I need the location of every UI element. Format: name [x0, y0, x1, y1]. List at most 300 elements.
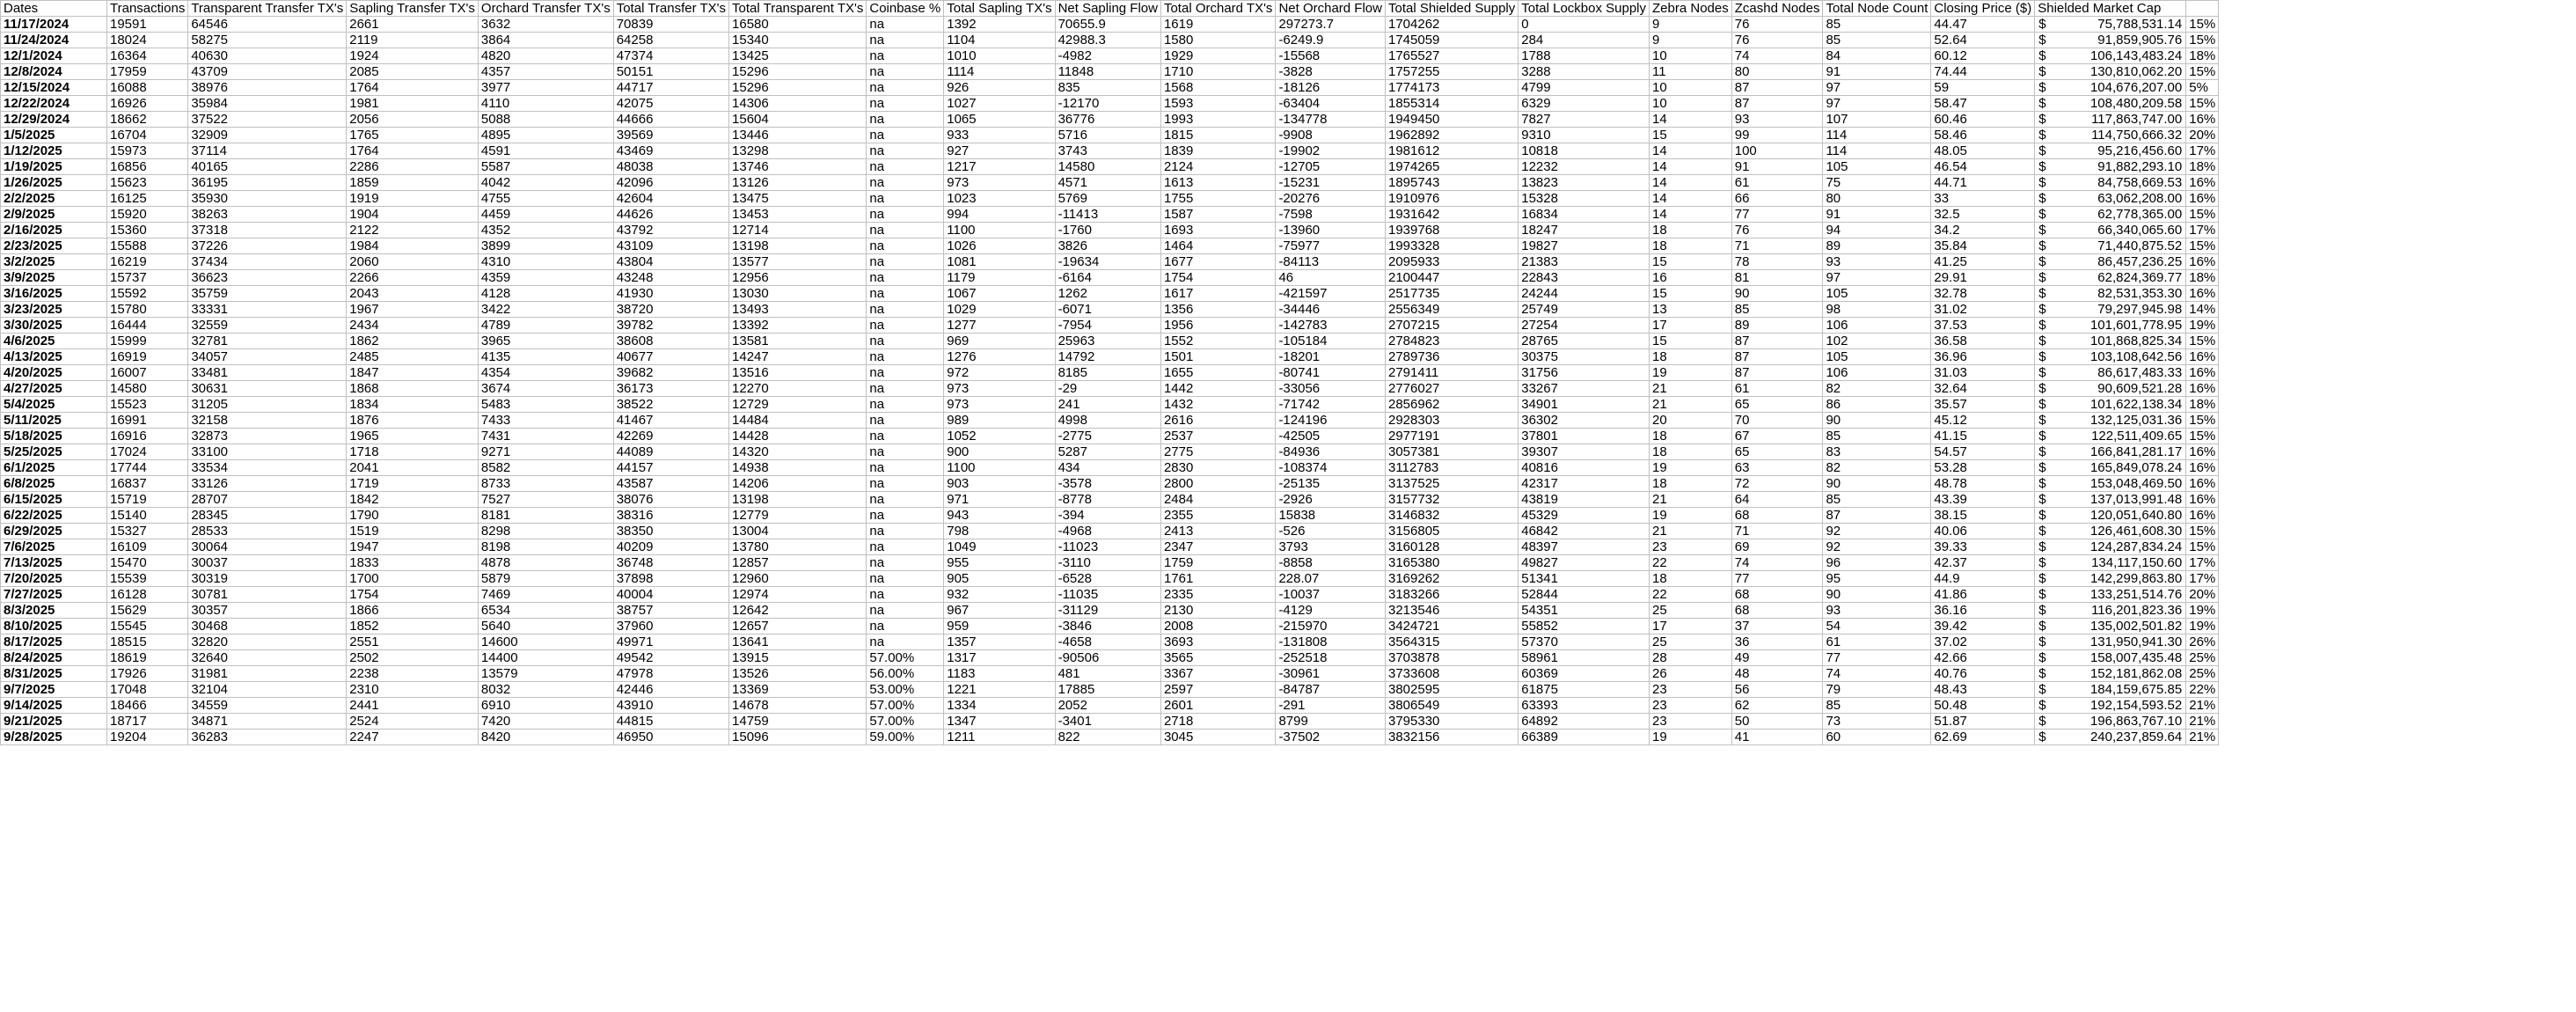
data-cell[interactable]: 1432: [1160, 397, 1275, 413]
data-cell[interactable]: 19: [1650, 730, 1732, 745]
data-cell[interactable]: 4571: [1055, 175, 1160, 191]
data-cell[interactable]: 1993: [1160, 112, 1275, 128]
data-cell[interactable]: 32909: [188, 128, 347, 143]
data-cell[interactable]: 1347: [944, 714, 1055, 730]
data-cell[interactable]: 39682: [613, 365, 728, 381]
data-cell[interactable]: na: [867, 476, 944, 492]
data-cell[interactable]: 43109: [613, 238, 728, 254]
data-cell[interactable]: 1924: [347, 48, 479, 64]
data-cell[interactable]: -105184: [1276, 334, 1386, 349]
data-cell[interactable]: 37.02: [1931, 634, 2035, 650]
data-cell[interactable]: -42505: [1276, 429, 1386, 444]
data-cell[interactable]: na: [867, 96, 944, 112]
data-cell[interactable]: 46950: [613, 730, 728, 745]
market-cap-cell[interactable]: [2035, 349, 2186, 365]
data-cell[interactable]: 105: [1823, 286, 1931, 302]
date-cell[interactable]: 8/31/2025: [1, 666, 107, 682]
data-cell[interactable]: 972: [944, 365, 1055, 381]
data-cell[interactable]: 2502: [347, 650, 479, 666]
date-cell[interactable]: 8/3/2025: [1, 603, 107, 619]
data-cell[interactable]: 61: [1823, 634, 1931, 650]
data-cell[interactable]: 4878: [478, 555, 613, 571]
data-cell[interactable]: 19%: [2186, 318, 2219, 334]
data-cell[interactable]: 99: [1731, 128, 1823, 143]
data-cell[interactable]: 2100447: [1385, 270, 1518, 286]
data-cell[interactable]: 38720: [613, 302, 728, 318]
market-cap-cell[interactable]: [2035, 571, 2186, 587]
data-cell[interactable]: 12960: [729, 571, 867, 587]
data-cell[interactable]: 994: [944, 207, 1055, 223]
data-cell[interactable]: 68: [1731, 587, 1823, 603]
date-cell[interactable]: 1/26/2025: [1, 175, 107, 191]
data-cell[interactable]: 40209: [613, 539, 728, 555]
data-cell[interactable]: -80741: [1276, 365, 1386, 381]
data-cell[interactable]: 17%: [2186, 555, 2219, 571]
market-cap-cell[interactable]: [2035, 238, 2186, 254]
data-cell[interactable]: 59.00%: [867, 730, 944, 745]
data-cell[interactable]: 77: [1731, 207, 1823, 223]
data-cell[interactable]: 12729: [729, 397, 867, 413]
data-cell[interactable]: 15545: [107, 619, 188, 634]
data-cell[interactable]: 4591: [478, 143, 613, 159]
data-cell[interactable]: 47374: [613, 48, 728, 64]
data-cell[interactable]: na: [867, 349, 944, 365]
column-header[interactable]: Closing Price ($): [1931, 1, 2035, 17]
data-cell[interactable]: 905: [944, 571, 1055, 587]
data-cell[interactable]: 1619: [1160, 17, 1275, 33]
data-cell[interactable]: 4310: [478, 254, 613, 270]
data-cell[interactable]: 1754: [1160, 270, 1275, 286]
data-cell[interactable]: -131808: [1276, 634, 1386, 650]
data-cell[interactable]: 1334: [944, 698, 1055, 714]
date-cell[interactable]: 5/11/2025: [1, 413, 107, 429]
data-cell[interactable]: 3864: [478, 33, 613, 48]
data-cell[interactable]: 2830: [1160, 460, 1275, 476]
data-cell[interactable]: na: [867, 238, 944, 254]
market-cap-cell[interactable]: [2035, 254, 2186, 270]
data-cell[interactable]: 2485: [347, 349, 479, 365]
data-cell[interactable]: 1956: [1160, 318, 1275, 334]
data-cell[interactable]: 74: [1823, 666, 1931, 682]
data-cell[interactable]: 2524: [347, 714, 479, 730]
date-cell[interactable]: 8/10/2025: [1, 619, 107, 634]
column-header[interactable]: Net Sapling Flow: [1055, 1, 1160, 17]
data-cell[interactable]: 16: [1650, 270, 1732, 286]
data-cell[interactable]: 41.15: [1931, 429, 2035, 444]
data-cell[interactable]: 18: [1650, 429, 1732, 444]
data-cell[interactable]: 1026: [944, 238, 1055, 254]
data-cell[interactable]: 42269: [613, 429, 728, 444]
data-cell[interactable]: 87: [1731, 334, 1823, 349]
data-cell[interactable]: 42604: [613, 191, 728, 207]
data-cell[interactable]: 15523: [107, 397, 188, 413]
data-cell[interactable]: 1847: [347, 365, 479, 381]
data-cell[interactable]: 58961: [1519, 650, 1650, 666]
data-cell[interactable]: 1757255: [1385, 64, 1518, 80]
data-cell[interactable]: 1262: [1055, 286, 1160, 302]
data-cell[interactable]: 34559: [188, 698, 347, 714]
data-cell[interactable]: 55852: [1519, 619, 1650, 634]
data-cell[interactable]: 18%: [2186, 159, 2219, 175]
data-cell[interactable]: 16%: [2186, 175, 2219, 191]
data-cell[interactable]: 97: [1823, 270, 1931, 286]
market-cap-cell[interactable]: [2035, 508, 2186, 524]
data-cell[interactable]: 57.00%: [867, 714, 944, 730]
data-cell[interactable]: 17%: [2186, 143, 2219, 159]
data-cell[interactable]: -12170: [1055, 96, 1160, 112]
data-cell[interactable]: 17744: [107, 460, 188, 476]
data-cell[interactable]: 3565: [1160, 650, 1275, 666]
column-header[interactable]: Zcashd Nodes: [1731, 1, 1823, 17]
data-cell[interactable]: 12779: [729, 508, 867, 524]
market-cap-cell[interactable]: [2035, 128, 2186, 143]
data-cell[interactable]: 105: [1823, 159, 1931, 175]
data-cell[interactable]: 1718: [347, 444, 479, 460]
data-cell[interactable]: 2441: [347, 698, 479, 714]
data-cell[interactable]: 48.43: [1931, 682, 2035, 698]
date-cell[interactable]: 3/2/2025: [1, 254, 107, 270]
data-cell[interactable]: 13516: [729, 365, 867, 381]
data-cell[interactable]: 16%: [2186, 286, 2219, 302]
date-cell[interactable]: 2/9/2025: [1, 207, 107, 223]
data-cell[interactable]: 21%: [2186, 698, 2219, 714]
date-cell[interactable]: 4/6/2025: [1, 334, 107, 349]
market-cap-cell[interactable]: [2035, 381, 2186, 397]
data-cell[interactable]: 13915: [729, 650, 867, 666]
data-cell[interactable]: 12714: [729, 223, 867, 238]
data-cell[interactable]: -7954: [1055, 318, 1160, 334]
data-cell[interactable]: 969: [944, 334, 1055, 349]
data-cell[interactable]: 2775: [1160, 444, 1275, 460]
data-cell[interactable]: na: [867, 508, 944, 524]
data-cell[interactable]: 16444: [107, 318, 188, 334]
data-cell[interactable]: 74: [1731, 48, 1823, 64]
data-cell[interactable]: 2707215: [1385, 318, 1518, 334]
data-cell[interactable]: 1179: [944, 270, 1055, 286]
data-cell[interactable]: 926: [944, 80, 1055, 96]
data-cell[interactable]: 12657: [729, 619, 867, 634]
column-header[interactable]: Sapling Transfer TX's: [347, 1, 479, 17]
data-cell[interactable]: -3828: [1276, 64, 1386, 80]
data-cell[interactable]: 1919: [347, 191, 479, 207]
data-cell[interactable]: 1834: [347, 397, 479, 413]
data-cell[interactable]: 41.25: [1931, 254, 2035, 270]
data-cell[interactable]: 2616: [1160, 413, 1275, 429]
data-cell[interactable]: 1356: [1160, 302, 1275, 318]
data-cell[interactable]: 33267: [1519, 381, 1650, 397]
data-cell[interactable]: 10: [1650, 80, 1732, 96]
data-cell[interactable]: 62.69: [1931, 730, 2035, 745]
data-cell[interactable]: 44717: [613, 80, 728, 96]
data-cell[interactable]: 30781: [188, 587, 347, 603]
market-cap-cell[interactable]: [2035, 318, 2186, 334]
data-cell[interactable]: 1587: [1160, 207, 1275, 223]
data-cell[interactable]: 31.03: [1931, 365, 2035, 381]
data-cell[interactable]: 31981: [188, 666, 347, 682]
data-cell[interactable]: 1759: [1160, 555, 1275, 571]
data-cell[interactable]: 32873: [188, 429, 347, 444]
data-cell[interactable]: 10: [1650, 48, 1732, 64]
data-cell[interactable]: 1183: [944, 666, 1055, 682]
data-cell[interactable]: 30064: [188, 539, 347, 555]
data-cell[interactable]: 2484: [1160, 492, 1275, 508]
data-cell[interactable]: 1276: [944, 349, 1055, 365]
data-cell[interactable]: 72: [1731, 476, 1823, 492]
data-cell[interactable]: 8181: [478, 508, 613, 524]
data-cell[interactable]: 30037: [188, 555, 347, 571]
data-cell[interactable]: 2551: [347, 634, 479, 650]
data-cell[interactable]: 3213546: [1385, 603, 1518, 619]
date-cell[interactable]: 3/23/2025: [1, 302, 107, 318]
market-cap-cell[interactable]: [2035, 80, 2186, 96]
data-cell[interactable]: 40630: [188, 48, 347, 64]
data-cell[interactable]: na: [867, 128, 944, 143]
data-cell[interactable]: 37434: [188, 254, 347, 270]
data-cell[interactable]: 1357: [944, 634, 1055, 650]
column-header[interactable]: Coinbase %: [867, 1, 944, 17]
data-cell[interactable]: 1655: [1160, 365, 1275, 381]
data-cell[interactable]: 16916: [107, 429, 188, 444]
data-cell[interactable]: 4128: [478, 286, 613, 302]
date-cell[interactable]: 9/14/2025: [1, 698, 107, 714]
data-cell[interactable]: 3156805: [1385, 524, 1518, 539]
data-cell[interactable]: 14938: [729, 460, 867, 476]
data-cell[interactable]: 74: [1731, 555, 1823, 571]
data-cell[interactable]: 16%: [2186, 492, 2219, 508]
data-cell[interactable]: 27254: [1519, 318, 1650, 334]
data-cell[interactable]: 41.86: [1931, 587, 2035, 603]
data-cell[interactable]: 60: [1823, 730, 1931, 745]
data-cell[interactable]: 16364: [107, 48, 188, 64]
data-cell[interactable]: 16%: [2186, 381, 2219, 397]
data-cell[interactable]: na: [867, 539, 944, 555]
data-cell[interactable]: 1221: [944, 682, 1055, 698]
data-cell[interactable]: 9271: [478, 444, 613, 460]
column-header[interactable]: Total Shielded Supply: [1385, 1, 1518, 17]
date-cell[interactable]: 8/17/2025: [1, 634, 107, 650]
market-cap-cell[interactable]: [2035, 650, 2186, 666]
data-cell[interactable]: 49542: [613, 650, 728, 666]
market-cap-cell[interactable]: [2035, 33, 2186, 48]
data-cell[interactable]: 29.91: [1931, 270, 2035, 286]
data-cell[interactable]: 1052: [944, 429, 1055, 444]
data-cell[interactable]: 13577: [729, 254, 867, 270]
data-cell[interactable]: 8799: [1276, 714, 1386, 730]
data-cell[interactable]: 927: [944, 143, 1055, 159]
data-cell[interactable]: 43910: [613, 698, 728, 714]
data-cell[interactable]: 1593: [1160, 96, 1275, 112]
data-cell[interactable]: 7433: [478, 413, 613, 429]
data-cell[interactable]: na: [867, 159, 944, 175]
data-cell[interactable]: 5483: [478, 397, 613, 413]
data-cell[interactable]: 67: [1731, 429, 1823, 444]
data-cell[interactable]: 1277: [944, 318, 1055, 334]
data-cell[interactable]: 1081: [944, 254, 1055, 270]
data-cell[interactable]: 32640: [188, 650, 347, 666]
data-cell[interactable]: 77: [1823, 650, 1931, 666]
data-cell[interactable]: 93: [1731, 112, 1823, 128]
market-cap-cell[interactable]: [2035, 96, 2186, 112]
data-cell[interactable]: 798: [944, 524, 1055, 539]
data-cell[interactable]: 91: [1823, 207, 1931, 223]
data-cell[interactable]: 35930: [188, 191, 347, 207]
data-cell[interactable]: 5716: [1055, 128, 1160, 143]
market-cap-cell[interactable]: [2035, 191, 2186, 207]
data-cell[interactable]: 3112783: [1385, 460, 1518, 476]
data-cell[interactable]: 5640: [478, 619, 613, 634]
data-cell[interactable]: 8032: [478, 682, 613, 698]
data-cell[interactable]: 50: [1731, 714, 1823, 730]
data-cell[interactable]: na: [867, 619, 944, 634]
data-cell[interactable]: 43248: [613, 270, 728, 286]
data-cell[interactable]: -12705: [1276, 159, 1386, 175]
data-cell[interactable]: 0: [1519, 17, 1650, 33]
data-cell[interactable]: 79: [1823, 682, 1931, 698]
data-cell[interactable]: na: [867, 318, 944, 334]
data-cell[interactable]: 15296: [729, 64, 867, 80]
data-cell[interactable]: 94: [1823, 223, 1931, 238]
data-cell[interactable]: 41930: [613, 286, 728, 302]
data-cell[interactable]: 89: [1731, 318, 1823, 334]
data-cell[interactable]: 14600: [478, 634, 613, 650]
data-cell[interactable]: 2056: [347, 112, 479, 128]
column-header[interactable]: Transactions: [107, 1, 188, 17]
data-cell[interactable]: 80: [1731, 64, 1823, 80]
data-cell[interactable]: 19%: [2186, 619, 2219, 634]
data-cell[interactable]: 16%: [2186, 508, 2219, 524]
data-cell[interactable]: 4895: [478, 128, 613, 143]
data-cell[interactable]: 16125: [107, 191, 188, 207]
data-cell[interactable]: 21: [1650, 381, 1732, 397]
column-header[interactable]: Net Orchard Flow: [1276, 1, 1386, 17]
data-cell[interactable]: 91: [1823, 64, 1931, 80]
data-cell[interactable]: 22%: [2186, 682, 2219, 698]
data-cell[interactable]: 9: [1650, 17, 1732, 33]
data-cell[interactable]: 15%: [2186, 539, 2219, 555]
data-cell[interactable]: 16128: [107, 587, 188, 603]
data-cell[interactable]: 14: [1650, 143, 1732, 159]
data-cell[interactable]: 18%: [2186, 270, 2219, 286]
data-cell[interactable]: -4982: [1055, 48, 1160, 64]
data-cell[interactable]: 56.00%: [867, 666, 944, 682]
data-cell[interactable]: 4799: [1519, 80, 1650, 96]
data-cell[interactable]: 1104: [944, 33, 1055, 48]
data-cell[interactable]: 16926: [107, 96, 188, 112]
data-cell[interactable]: 83: [1823, 444, 1931, 460]
market-cap-cell[interactable]: [2035, 698, 2186, 714]
data-cell[interactable]: 38316: [613, 508, 728, 524]
date-cell[interactable]: 9/7/2025: [1, 682, 107, 698]
data-cell[interactable]: 14206: [729, 476, 867, 492]
date-cell[interactable]: 5/18/2025: [1, 429, 107, 444]
date-cell[interactable]: 2/16/2025: [1, 223, 107, 238]
data-cell[interactable]: 8298: [478, 524, 613, 539]
data-cell[interactable]: na: [867, 587, 944, 603]
data-cell[interactable]: 25: [1650, 603, 1732, 619]
data-cell[interactable]: 15%: [2186, 64, 2219, 80]
data-cell[interactable]: 16%: [2186, 476, 2219, 492]
date-cell[interactable]: 12/8/2024: [1, 64, 107, 80]
data-cell[interactable]: 1710: [1160, 64, 1275, 80]
data-cell[interactable]: 36283: [188, 730, 347, 745]
data-cell[interactable]: 43469: [613, 143, 728, 159]
column-header[interactable]: Dates: [1, 1, 107, 17]
data-cell[interactable]: 97: [1823, 80, 1931, 96]
data-cell[interactable]: 13004: [729, 524, 867, 539]
data-cell[interactable]: 50151: [613, 64, 728, 80]
column-header[interactable]: Total Sapling TX's: [944, 1, 1055, 17]
data-cell[interactable]: 1866: [347, 603, 479, 619]
data-cell[interactable]: 15%: [2186, 413, 2219, 429]
data-cell[interactable]: -3110: [1055, 555, 1160, 571]
data-cell[interactable]: 53.00%: [867, 682, 944, 698]
data-cell[interactable]: 2266: [347, 270, 479, 286]
data-cell[interactable]: 76: [1731, 33, 1823, 48]
data-cell[interactable]: na: [867, 64, 944, 80]
data-cell[interactable]: 15296: [729, 80, 867, 96]
data-cell[interactable]: 18%: [2186, 48, 2219, 64]
data-cell[interactable]: 16007: [107, 365, 188, 381]
date-cell[interactable]: 11/24/2024: [1, 33, 107, 48]
data-cell[interactable]: 106: [1823, 318, 1931, 334]
data-cell[interactable]: 2041: [347, 460, 479, 476]
data-cell[interactable]: 2434: [347, 318, 479, 334]
data-cell[interactable]: 54.57: [1931, 444, 2035, 460]
data-cell[interactable]: 3057381: [1385, 444, 1518, 460]
market-cap-cell[interactable]: [2035, 682, 2186, 698]
data-cell[interactable]: 19: [1650, 508, 1732, 524]
data-cell[interactable]: 3564315: [1385, 634, 1518, 650]
data-cell[interactable]: 39307: [1519, 444, 1650, 460]
market-cap-cell[interactable]: [2035, 413, 2186, 429]
data-cell[interactable]: 28765: [1519, 334, 1650, 349]
data-cell[interactable]: 21383: [1519, 254, 1650, 270]
data-cell[interactable]: -6071: [1055, 302, 1160, 318]
data-cell[interactable]: 37114: [188, 143, 347, 159]
data-cell[interactable]: 967: [944, 603, 1055, 619]
data-cell[interactable]: 22: [1650, 555, 1732, 571]
data-cell[interactable]: 1114: [944, 64, 1055, 80]
data-cell[interactable]: 15588: [107, 238, 188, 254]
market-cap-cell[interactable]: [2035, 17, 2186, 33]
data-cell[interactable]: na: [867, 492, 944, 508]
data-cell[interactable]: na: [867, 634, 944, 650]
data-cell[interactable]: 8420: [478, 730, 613, 745]
data-cell[interactable]: 13641: [729, 634, 867, 650]
data-cell[interactable]: 18619: [107, 650, 188, 666]
data-cell[interactable]: 64: [1731, 492, 1823, 508]
data-cell[interactable]: 17048: [107, 682, 188, 698]
data-cell[interactable]: 16856: [107, 159, 188, 175]
data-cell[interactable]: 14%: [2186, 302, 2219, 318]
data-cell[interactable]: 13493: [729, 302, 867, 318]
data-cell[interactable]: 1765: [347, 128, 479, 143]
data-cell[interactable]: 14: [1650, 207, 1732, 223]
data-cell[interactable]: -252518: [1276, 650, 1386, 666]
data-cell[interactable]: 18: [1650, 238, 1732, 254]
data-cell[interactable]: 60.12: [1931, 48, 2035, 64]
data-cell[interactable]: 40.06: [1931, 524, 2035, 539]
data-cell[interactable]: 114: [1823, 128, 1931, 143]
data-cell[interactable]: na: [867, 17, 944, 33]
data-cell[interactable]: 1613: [1160, 175, 1275, 191]
data-cell[interactable]: 36173: [613, 381, 728, 397]
data-cell[interactable]: 85: [1823, 33, 1931, 48]
data-cell[interactable]: 21: [1650, 492, 1732, 508]
data-cell[interactable]: 62: [1731, 698, 1823, 714]
data-cell[interactable]: 1580: [1160, 33, 1275, 48]
data-cell[interactable]: 3165380: [1385, 555, 1518, 571]
